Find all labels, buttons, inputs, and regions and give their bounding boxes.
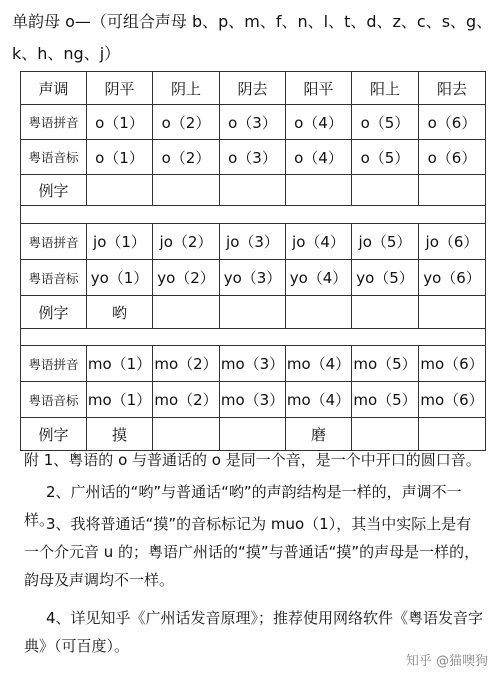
table-cell: mo（6） bbox=[419, 346, 486, 382]
row-label: 例字 bbox=[21, 296, 87, 329]
heading-line-2: k、h、ng、j） bbox=[12, 44, 121, 63]
row-label: 例字 bbox=[21, 175, 87, 206]
separator-cell bbox=[21, 329, 486, 346]
header-cell: 阴平 bbox=[87, 72, 153, 105]
table-cell: mo（6） bbox=[419, 382, 486, 418]
table-cell: jo（5） bbox=[352, 224, 419, 260]
table-cell: mo（5） bbox=[352, 346, 419, 382]
table-cell: jo（1） bbox=[87, 224, 153, 260]
row-label: 粤语音标 bbox=[21, 140, 87, 175]
table-cell: 磨 bbox=[286, 418, 352, 451]
header-cell: 阳平 bbox=[286, 72, 352, 105]
row-label: 粤语音标 bbox=[21, 260, 87, 296]
table-cell bbox=[153, 175, 220, 206]
table-cell: jo（4） bbox=[286, 224, 352, 260]
heading-line-1: 单韵母 o—（可组合声母 b、p、m、f、n、l、t、d、z、c、s、g、 bbox=[12, 12, 493, 31]
table-row bbox=[21, 224, 486, 260]
table-cell: o（5） bbox=[352, 140, 419, 175]
header-cell: 阳去 bbox=[419, 72, 486, 105]
row-label: 例字 bbox=[21, 418, 87, 451]
table-cell bbox=[87, 175, 153, 206]
table-cell bbox=[352, 296, 419, 329]
header-cell: 阳上 bbox=[352, 72, 419, 105]
separator-cell bbox=[21, 206, 486, 224]
table-cell: yo（2） bbox=[153, 260, 220, 296]
table-cell: mo（1） bbox=[87, 346, 153, 382]
table-row bbox=[21, 105, 486, 140]
table-cell: mo（4） bbox=[286, 346, 352, 382]
header-cell: 阴去 bbox=[220, 72, 286, 105]
note-3-text: 3、我将普通话“摸”的音标标记为 muo（1），其当中实际上是有一个介元音 u 的；粤语广州话的“摸”与普通话“摸”的声母是一样的，韵母及声调均不一样。 bbox=[24, 515, 480, 589]
table-row bbox=[21, 296, 486, 329]
table-cell: mo（4） bbox=[286, 382, 352, 418]
table-cell: o（6） bbox=[419, 105, 486, 140]
table-cell: o（4） bbox=[286, 105, 352, 140]
table-cell bbox=[419, 296, 486, 329]
table-cell: mo（3） bbox=[220, 382, 286, 418]
table-header-row bbox=[21, 72, 486, 105]
row-label: 粤语拼音 bbox=[21, 105, 87, 140]
table-cell: yo（5） bbox=[352, 260, 419, 296]
table-cell bbox=[220, 296, 286, 329]
table-row bbox=[21, 175, 486, 206]
table-cell: yo（1） bbox=[87, 260, 153, 296]
row-label: 粤语拼音 bbox=[21, 224, 87, 260]
table-cell bbox=[352, 175, 419, 206]
note-3 bbox=[24, 510, 484, 594]
group-separator-row bbox=[21, 206, 486, 224]
table-cell: o（3） bbox=[220, 140, 286, 175]
row-label: 粤语音标 bbox=[21, 382, 87, 418]
table-cell: 哟 bbox=[87, 296, 153, 329]
table-cell: mo（5） bbox=[352, 382, 419, 418]
table-cell: jo（3） bbox=[220, 224, 286, 260]
table-cell: 摸 bbox=[87, 418, 153, 451]
table-cell bbox=[286, 175, 352, 206]
table-cell: o（6） bbox=[419, 140, 486, 175]
table-cell bbox=[419, 175, 486, 206]
table-cell: yo（3） bbox=[220, 260, 286, 296]
table-cell: yo（4） bbox=[286, 260, 352, 296]
table-row bbox=[21, 260, 486, 296]
table-cell bbox=[153, 296, 220, 329]
table-cell: o（1） bbox=[87, 105, 153, 140]
table-row bbox=[21, 346, 486, 382]
note-2-text: 2、广州话的“哟”与普通话“哟”的声韵结构是一样的，声调不一样。 bbox=[24, 483, 462, 529]
table-cell: o（3） bbox=[220, 105, 286, 140]
table-cell: yo（6） bbox=[419, 260, 486, 296]
table-cell: mo（3） bbox=[220, 346, 286, 382]
table-cell: o（2） bbox=[153, 140, 220, 175]
table-cell: jo（6） bbox=[419, 224, 486, 260]
table-cell: o（2） bbox=[153, 105, 220, 140]
row-label: 粤语拼音 bbox=[21, 346, 87, 382]
header-cell: 声调 bbox=[21, 72, 87, 105]
header-cell: 阴上 bbox=[153, 72, 220, 105]
group-separator-row bbox=[21, 329, 486, 346]
tone-table bbox=[20, 71, 486, 451]
table-cell bbox=[220, 175, 286, 206]
table-cell bbox=[286, 296, 352, 329]
table-row bbox=[21, 382, 486, 418]
note-1: 附 1、粤语的 o 与普通话的 o 是同一个音，是一个中开口的圆口音。 bbox=[24, 451, 481, 469]
watermark: 知乎 @猫噢狗 bbox=[405, 654, 488, 669]
table-row bbox=[21, 140, 486, 175]
table-cell: mo（1） bbox=[87, 382, 153, 418]
table-cell: o（4） bbox=[286, 140, 352, 175]
note-4-text: 4、详见知乎《广州话发音原理》；推荐使用网络软件《粤语发音字典》（可百度）。 bbox=[24, 609, 484, 655]
table-cell: o（1） bbox=[87, 140, 153, 175]
table-cell: mo（2） bbox=[153, 382, 220, 418]
table-cell: mo（2） bbox=[153, 346, 220, 382]
table-cell: o（5） bbox=[352, 105, 419, 140]
table-cell: jo（2） bbox=[153, 224, 220, 260]
